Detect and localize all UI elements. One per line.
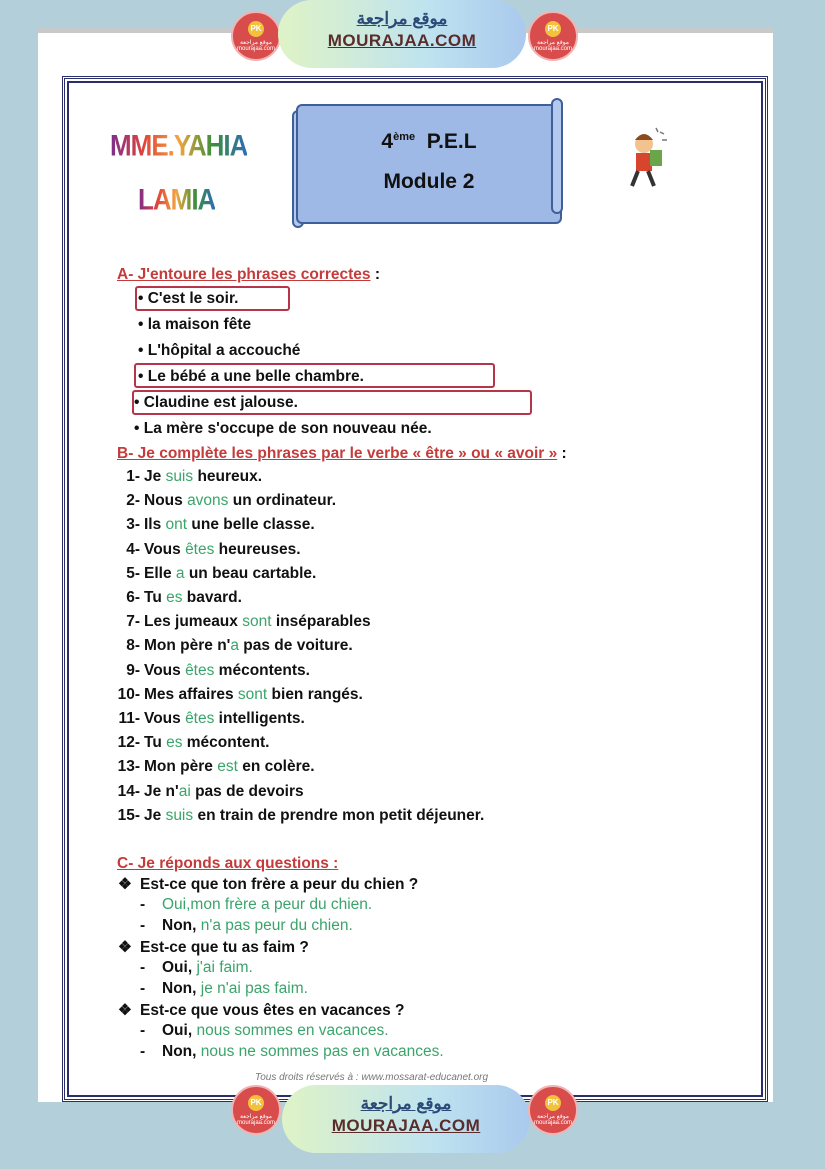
exercise-b-item: 7- Les jumeaux sont inséparables [126, 613, 371, 631]
teacher-name-line1: MME.YAHIA [110, 127, 248, 163]
section-c-heading: C- Je réponds aux questions : [117, 855, 339, 872]
answer-item: - Non, nous ne sommes pas en vacances. [140, 1043, 444, 1060]
exercise-b-item: 6- Tu es bavard. [126, 589, 242, 606]
sentence-item: • L'hôpital a accouché [138, 342, 301, 359]
banner-latin: MOURAJAA.COM [331, 1116, 481, 1135]
exercise-b-item: 12- Tu es mécontent. [117, 734, 270, 752]
module-title: Module 2 [383, 170, 475, 193]
answer-item: - Oui, j'ai faim. [140, 959, 253, 976]
section-a-heading: A- J'entoure les phrases correctes : [117, 266, 380, 283]
answer-item: - Non, n'a pas peur du chien. [140, 917, 353, 934]
student-illustration-icon [622, 126, 672, 192]
sentence-item: • La mère s'occupe de son nouveau née. [134, 420, 432, 437]
banner-arabic: موقع مراجعة [356, 9, 448, 28]
answer-item: - Oui, nous sommes en vacances. [140, 1022, 389, 1039]
exercise-b-item: 2- Nous avons un ordinateur. [126, 492, 337, 510]
exercise-b-item: 11- Vous êtes intelligents. [118, 710, 305, 727]
title-scroll [296, 104, 562, 224]
question-item: ❖ Est-ce que tu as faim ? [118, 939, 309, 956]
sentence-item: • Claudine est jalouse. [134, 394, 298, 411]
copyright-footer: Tous droits réservés à : www.mossarat-educanet.org [255, 1072, 489, 1083]
exercise-b-item: 4- Vous êtes heureuses. [126, 540, 301, 558]
question-item: ❖ Est-ce que ton frère a peur du chien ? [118, 876, 419, 893]
answer-item: - Oui,mon frère a peur du chien. [140, 896, 373, 913]
exercise-b-item: 9- Vous êtes mécontents. [126, 661, 310, 679]
sentence-item: • la maison fête [138, 316, 252, 333]
sentence-item: • Le bébé a une belle chambre. [138, 368, 364, 385]
exercise-b-item: 8- Mon père n'a pas de voiture. [126, 637, 353, 655]
exercise-b-item: 5- Elle a un beau cartable. [126, 564, 317, 582]
scroll-curl-right [551, 98, 563, 214]
answer-item: - Non, je n'ai pas faim. [140, 980, 308, 997]
teacher-name-line2: LAMIA [138, 181, 216, 217]
exercise-b-item: 10- Mes affaires sont bien rangés. [117, 685, 363, 703]
exercise-b-item: 15- Je suis en train de prendre mon petit déjeuner. [117, 806, 485, 824]
exercise-b-item: 1- Je suis heureux. [126, 468, 263, 485]
section-b-heading: B- Je complète les phrases par le verbe « être » ou « avoir » : [117, 445, 567, 462]
site-logo-icon[interactable]: PK موقع مراجعة mourajaa.com [528, 11, 578, 61]
site-logo-icon[interactable]: PK موقع مراجعة mourajaa.com [528, 1085, 578, 1135]
site-banner-bottom[interactable] [282, 1085, 530, 1153]
site-logo-icon[interactable]: PK موقع مراجعة mourajaa.com [231, 1085, 281, 1135]
exercise-b-item: 14- Je n'ai pas de devoirs [117, 782, 304, 800]
exercise-b-item: 3- Ils ont une belle classe. [126, 516, 315, 534]
site-banner-top[interactable] [278, 0, 526, 68]
exercise-b-item: 13- Mon père est en colère. [117, 758, 315, 776]
banner-arabic: موقع مراجعة [360, 1094, 452, 1113]
level-title: 4ème P.E.L [381, 130, 477, 153]
question-item: ❖ Est-ce que vous êtes en vacances ? [118, 1002, 405, 1019]
sentence-item: • C'est le soir. [138, 290, 239, 307]
site-logo-icon[interactable]: PK موقع مراجعة mourajaa.com [231, 11, 281, 61]
banner-latin: MOURAJAA.COM [327, 31, 477, 50]
